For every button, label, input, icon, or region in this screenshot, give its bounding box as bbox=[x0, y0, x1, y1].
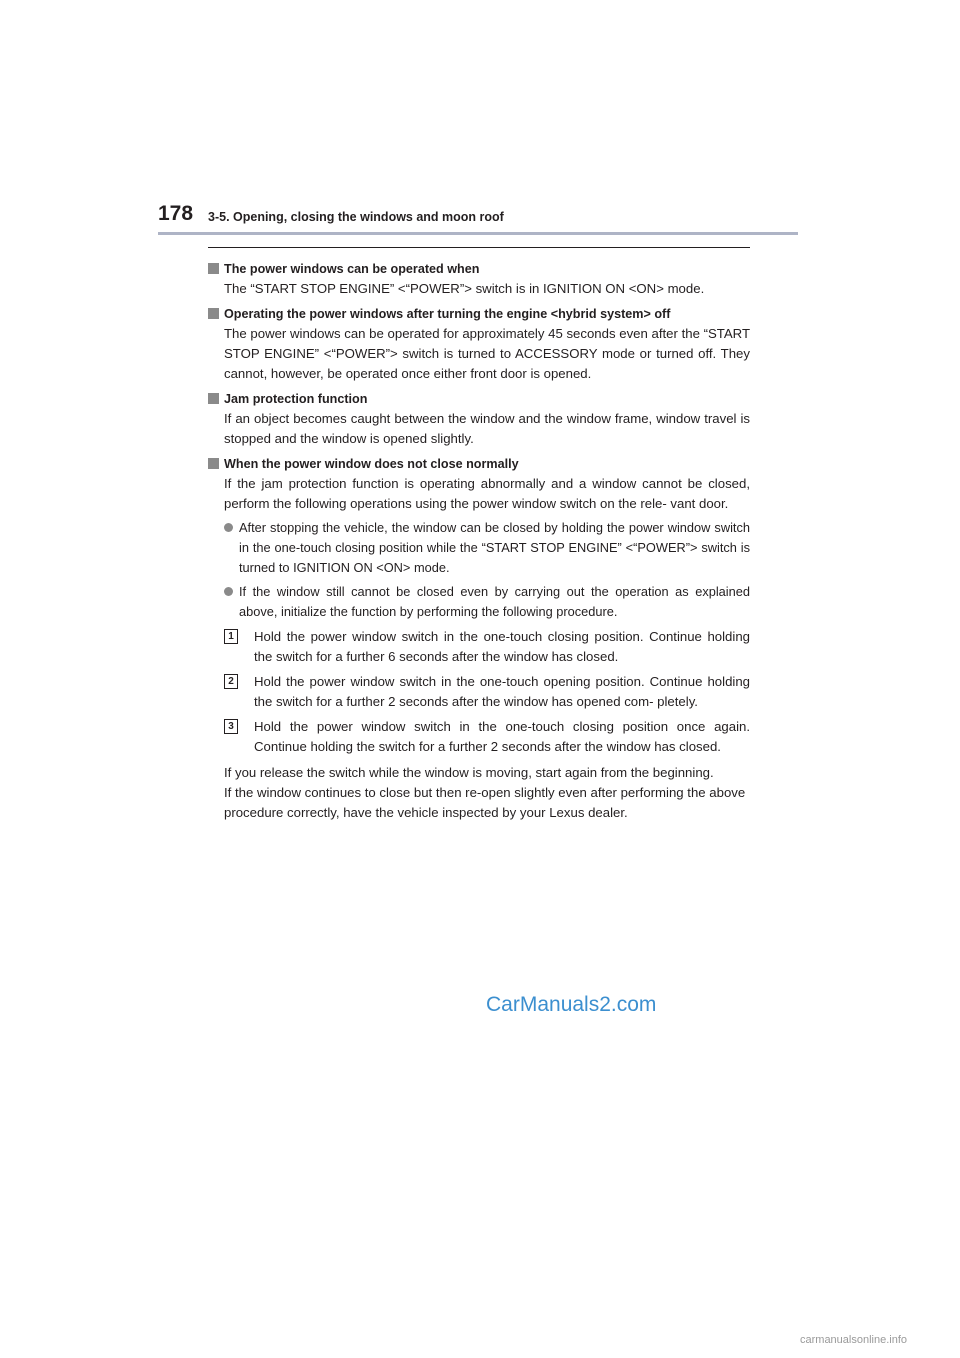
section-jam-protection bbox=[208, 389, 750, 449]
section-text: If the jam protection function is operating abnormally and a window cannot be closed, perform the following operations using the power window switch on the rele- vant door. bbox=[224, 476, 750, 511]
section-title: 3-5. Opening, closing the windows and moon roof bbox=[208, 210, 504, 224]
bullet-text: After stopping the vehicle, the window can be closed by holding the power window switch in the one-touch closing position while the “START STOP ENGINE” <“POWER”> switch is turned to IGNITION ON <ON> mode. bbox=[239, 520, 750, 575]
bullet-item bbox=[224, 518, 750, 578]
watermark-logo: CarManuals2.com bbox=[486, 993, 657, 1016]
round-bullet-icon bbox=[224, 587, 233, 596]
step-text: Hold the power window switch in the one-touch closing position. Continue holding the switch for a further 6 seconds after the window has closed. bbox=[254, 629, 750, 664]
square-bullet-icon bbox=[208, 308, 219, 319]
step-number: 1 bbox=[224, 629, 238, 644]
square-bullet-icon bbox=[208, 393, 219, 404]
page-content bbox=[208, 259, 750, 828]
section-after-engine-off bbox=[208, 304, 750, 384]
heading-text: Operating the power windows after turning the engine <hybrid system> off bbox=[224, 307, 671, 321]
heading-text: The power windows can be operated when bbox=[224, 262, 480, 276]
page-number: 178 bbox=[158, 202, 194, 225]
section-text: The power windows can be operated for approximately 45 seconds even after the “START STOP ENGINE” <“POWER”> switch is turned to ACCESSORY mode or turned off. They cannot, however, be operated once either front door is opened. bbox=[224, 326, 750, 381]
header-rule bbox=[158, 232, 798, 235]
square-bullet-icon bbox=[208, 458, 219, 469]
procedure-step bbox=[224, 717, 750, 757]
section-text: The “START STOP ENGINE” <“POWER”> switch is in IGNITION ON <ON> mode. bbox=[224, 281, 705, 296]
step-number: 2 bbox=[224, 674, 238, 689]
note-text: If you release the switch while the window is moving, start again from the beginning. bbox=[224, 765, 714, 780]
section-text: If an object becomes caught between the window and the window frame, window travel is stopped and the window is opened slightly. bbox=[224, 411, 750, 446]
section-heading bbox=[208, 259, 750, 279]
step-number: 3 bbox=[224, 719, 238, 734]
square-bullet-icon bbox=[208, 263, 219, 274]
procedure-step bbox=[224, 672, 750, 712]
section-heading bbox=[208, 304, 750, 324]
content-rule bbox=[208, 247, 750, 248]
procedure-step bbox=[224, 627, 750, 667]
round-bullet-icon bbox=[224, 523, 233, 532]
step-text: Hold the power window switch in the one-touch closing position once again. Continue holding the switch for a further 2 seconds after the window has closed. bbox=[254, 719, 750, 754]
section-does-not-close bbox=[208, 454, 750, 823]
heading-text: When the power window does not close normally bbox=[224, 457, 519, 471]
step-text: Hold the power window switch in the one-touch opening position. Continue holding the switch for a further 2 seconds after the window has opened com- pletely. bbox=[254, 674, 750, 709]
heading-text: Jam protection function bbox=[224, 392, 368, 406]
note-text: If the window continues to close but then re-open slightly even after performing the above procedure correctly, have the vehicle inspected by your Lexus dealer. bbox=[224, 785, 746, 820]
bullet-text: If the window still cannot be closed even by carrying out the operation as explained above, initialize the function by performing the following procedure. bbox=[239, 584, 750, 619]
bullet-item bbox=[224, 582, 750, 622]
section-power-windows-operated bbox=[208, 259, 750, 299]
footer-watermark: carmanualsonline.info bbox=[800, 1334, 908, 1346]
section-heading bbox=[208, 389, 750, 409]
section-heading bbox=[208, 454, 750, 474]
